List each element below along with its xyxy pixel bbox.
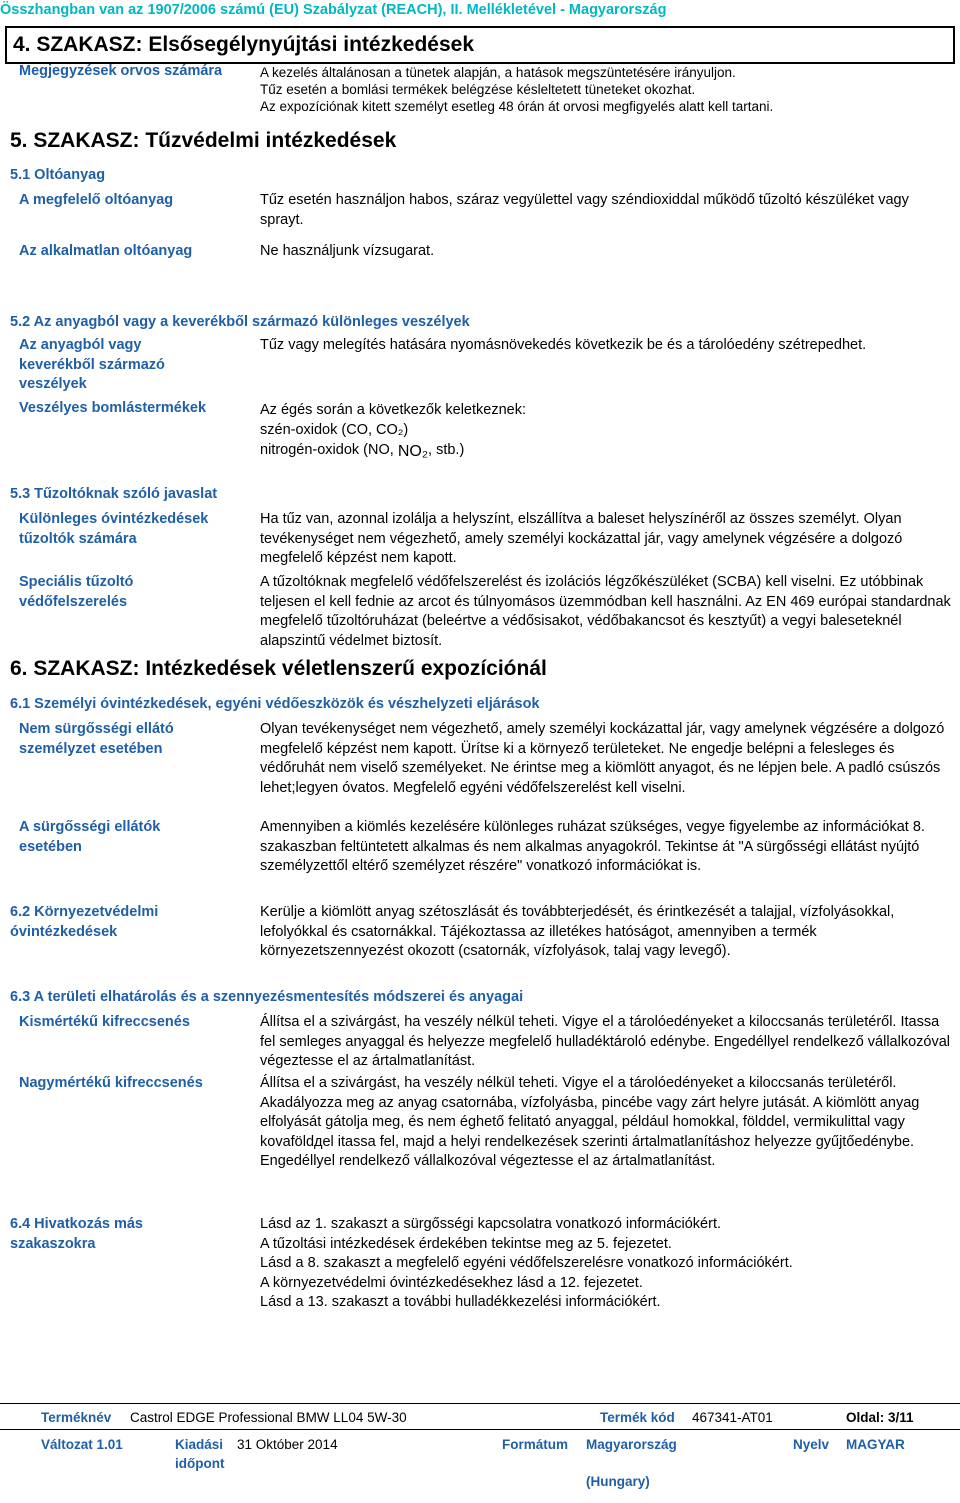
product-name-label: Terméknév bbox=[41, 1410, 112, 1425]
sec4-line-2: Tűz esetén a bomlási termékek belégzése késleltetett tüneteket okozhat. bbox=[260, 82, 696, 97]
sec52-hazard-label: Az anyagból vagy keverékből származó veszélyek bbox=[19, 337, 165, 392]
sec63-large-text: Állítsa el a szivárgást, ha veszély nélkül teheti. Vigye el a tárolóedényeket a kiloccsanás területéről. Akadályozza meg az anyag csatornába, vízfolyásba, pincébe vagy zárt helyre jutását. A kiömlött anyag elfolyását gátolja meg, és nem éghető felitató anyaggal, például homokkal, földdel, vermikulittal vagy kovaföldдel itassa fel, majd a helyi rendelkezések szerinti ártalmatlanításhoz helyezze gyűjtőedénybe. Engedéllyel rendelkező vállalkozóval végeztesse el az ártalmatlanítást. bbox=[260, 1075, 920, 1169]
section-4-title-text: 4. SZAKASZ: Elsősegélynyújtási intézkedések bbox=[13, 33, 474, 56]
sec4-physician-label: Megjegyzések orvos számára bbox=[19, 63, 223, 79]
sec61-emergency-text: Amennyiben a kiömlés kezelésére különleges ruházat szükséges, vegye figyelembe az információkat 8. szakaszban feltüntetett alkalmas és nem alkalmas anyagokról. Tekintse át "A sürgősségi ellátást nyújtó személyzettől eltérő személyzet részére" vonatkozó információkat is. bbox=[260, 819, 925, 874]
sec61-heading: 6.1 Személyi óvintézkedések, egyéni védőeszközök és vészhelyzeti eljárások bbox=[10, 696, 540, 712]
issue-date-label-1: Kiadási bbox=[175, 1437, 224, 1452]
product-code: 467341-AT01 bbox=[692, 1410, 773, 1425]
sec52-hazard-text: Tűz vagy melegítés hatására nyomásnövekedés következik be és a tárolóedény szétrepedhet. bbox=[260, 337, 867, 353]
footer-row-1 bbox=[0, 1409, 960, 1429]
sec63-small-label: Kismértékű kifreccsenés bbox=[19, 1014, 190, 1030]
sec62-text: Kerülje a kiömlött anyag szétoszlását és továbbterjedését, és érintkezését a talajjal, vízfolyásokkal, lefolyókkal és csatornákkal. Tájékoztassa az illetékes hatóságot, amennyiben a termék környezetszennyezést okozott (csatornák, vízfolyások, talaj vagy levegő). bbox=[260, 904, 895, 959]
issue-date: 31 Október 2014 bbox=[237, 1437, 338, 1452]
document-header: Összhangban van az 1907/2006 számú (EU) Szabályzat (REACH), II. Mellékletével - Magyarország bbox=[0, 2, 667, 18]
language-value: MAGYAR bbox=[846, 1437, 905, 1452]
footer-middle-rule bbox=[0, 1429, 960, 1430]
sec52-decomp-text bbox=[260, 401, 952, 461]
section-5-title: 5. SZAKASZ: Tűzvédelmi intézkedések bbox=[10, 129, 397, 152]
sec52-decomp-line-2: szén-oxidok (CO, CO₂) bbox=[260, 421, 409, 438]
version: Változat 1.01 bbox=[41, 1437, 123, 1452]
format-value: Magyarország bbox=[586, 1437, 677, 1452]
sec53-special-text: Ha tűz van, azonnal izolálja a helyszínt, elszállítva a baleset helyszínéről az összes személyt. Olyan tevékenységet nem végezhető, amely személyi kockázattal jár, vagy amelynek végzésére a dolgozó megfelelő képzést nem kapott. bbox=[260, 511, 903, 566]
sec62-label: 6.2 Környezetvédelmi óvintézkedések bbox=[10, 904, 159, 940]
sec4-text bbox=[260, 64, 955, 115]
sec64-line-1: Lásd az 1. szakaszt a sürgősségi kapcsolatra vonatkozó információkért. bbox=[260, 1216, 722, 1232]
sec51-unsuitable-text: Ne használjunk vízsugarat. bbox=[260, 243, 435, 259]
format-label: Formátum bbox=[502, 1437, 569, 1452]
sec61-non-emergency-label: Nem sürgősségi ellátó személyzet esetében bbox=[19, 721, 174, 757]
sec61-non-emergency-text: Olyan tevékenységet nem végezhető, amely személyi kockázattal jár, vagy amelynek végzésére a dolgozó megfelelő képzést nem kapott. Ürítse ki a környező területeket. Ne engedje belépni a felesleges és védőruhát nem viselő személyeket. Ne érintse meg a kiömlött anyagot, és ne lépjen bele. A padló csúszós lehet;legyen óvatos. Megfelelő egyéni védőfelszerelést kell viselni. bbox=[260, 721, 945, 796]
sec51-unsuitable-label: Az alkalmatlan oltóanyag bbox=[19, 243, 193, 259]
sec51-heading: 5.1 Oltóanyag bbox=[10, 167, 106, 183]
format-value-2: (Hungary) bbox=[586, 1474, 650, 1489]
sec53-ppe-text: A tűzoltóknak megfelelő védőfelszerelést és izolációs légzőkészüléket (SCBA) kell viselni. Ez utóbbinak teljesen el kell fednie az arcot és túlnyomásos üzemmódban kell használni. Az EN 469 európai standardnak megfelelő tűzoltóruházat (beleértve a védősisakot, védőbakancsot és kesztyűt) a vegyi baleseteknél alapszintű védelmet biztosít. bbox=[260, 574, 951, 649]
sec64-line-4: A környezetvédelmi óvintézkedésekhez lásd a 12. fejezetet. bbox=[260, 1274, 643, 1291]
sec52-decomp-line-3: nitrogén-oxidok (NO, NO₂, stb.) bbox=[260, 442, 465, 460]
language-label: Nyelv bbox=[793, 1437, 830, 1452]
product-name: Castrol EDGE Professional BMW LL04 5W-30 bbox=[130, 1410, 407, 1425]
sec53-heading: 5.3 Tűzoltóknak szóló javaslat bbox=[10, 486, 218, 502]
sec52-decomp-line-1: Az égés során a következők keletkeznek: bbox=[260, 402, 526, 418]
sec53-ppe-label: Speciális tűzoltó védőfelszerelés bbox=[19, 574, 134, 610]
section-4-title bbox=[5, 26, 955, 64]
sec64-line-3: Lásd a 8. szakaszt a megfelelő egyéni védőfelszerelésre vonatkozó információkért. bbox=[260, 1255, 793, 1271]
product-code-label: Termék kód bbox=[600, 1410, 675, 1425]
sec53-special-label: Különleges óvintézkedések tűzoltók számára bbox=[19, 511, 209, 547]
sec64-line-5: Lásd a 13. szakaszt a további hulladékkezelési információkért. bbox=[260, 1294, 661, 1310]
sec51-suitable-label: A megfelelő oltóanyag bbox=[19, 192, 174, 208]
page-number: Oldal: 3/11 bbox=[846, 1410, 914, 1425]
sec64-line-2: A tűzoltási intézkedések érdekében tekintse meg az 5. fejezetet. bbox=[260, 1235, 672, 1252]
sec52-decomp-label: Veszélyes bomlástermékek bbox=[19, 400, 207, 416]
sec61-emergency-label: A sürgősségi ellátók esetében bbox=[19, 819, 161, 855]
footer-row-2 bbox=[0, 1436, 960, 1496]
sec63-small-text: Állítsa el a szivárgást, ha veszély nélkül teheti. Vigye el a tárolóedényeket a kiloccsanás területéről. Itassa fel semleges anyaggal és helyezze megfelelő hulladéktároló edénybe. Engedéllyel rendelkező vállalkozóval végeztesse el az ártalmatlanítást. bbox=[260, 1014, 950, 1069]
sec64-text bbox=[260, 1215, 952, 1313]
sec4-line-1: A kezelés általánosan a tünetek alapján, a hatások megszüntetésére irányuljon. bbox=[260, 65, 736, 80]
section-6-title: 6. SZAKASZ: Intézkedések véletlenszerű expozíciónál bbox=[10, 657, 547, 680]
sec63-large-label: Nagymértékű kifreccsenés bbox=[19, 1075, 203, 1091]
sec52-heading: 5.2 Az anyagból vagy a keverékből származó különleges veszélyek bbox=[10, 314, 470, 330]
footer-top-rule bbox=[0, 1403, 960, 1404]
sec51-suitable-text: Tűz esetén használjon habos, száraz vegyülettel vagy széndioxiddal működő tűzoltó készüléket vagy sprayt. bbox=[260, 192, 909, 228]
sec64-label: 6.4 Hivatkozás más szakaszokra bbox=[10, 1216, 143, 1252]
issue-date-label-2: időpont bbox=[175, 1456, 225, 1471]
sec4-line-3: Az expozíciónak kitett személyt esetleg 48 órán át orvosi megfigyelés alatt kell tartani. bbox=[260, 99, 774, 114]
sec63-heading: 6.3 A területi elhatárolás és a szennyezésmentesítés módszerei és anyagai bbox=[10, 989, 524, 1005]
